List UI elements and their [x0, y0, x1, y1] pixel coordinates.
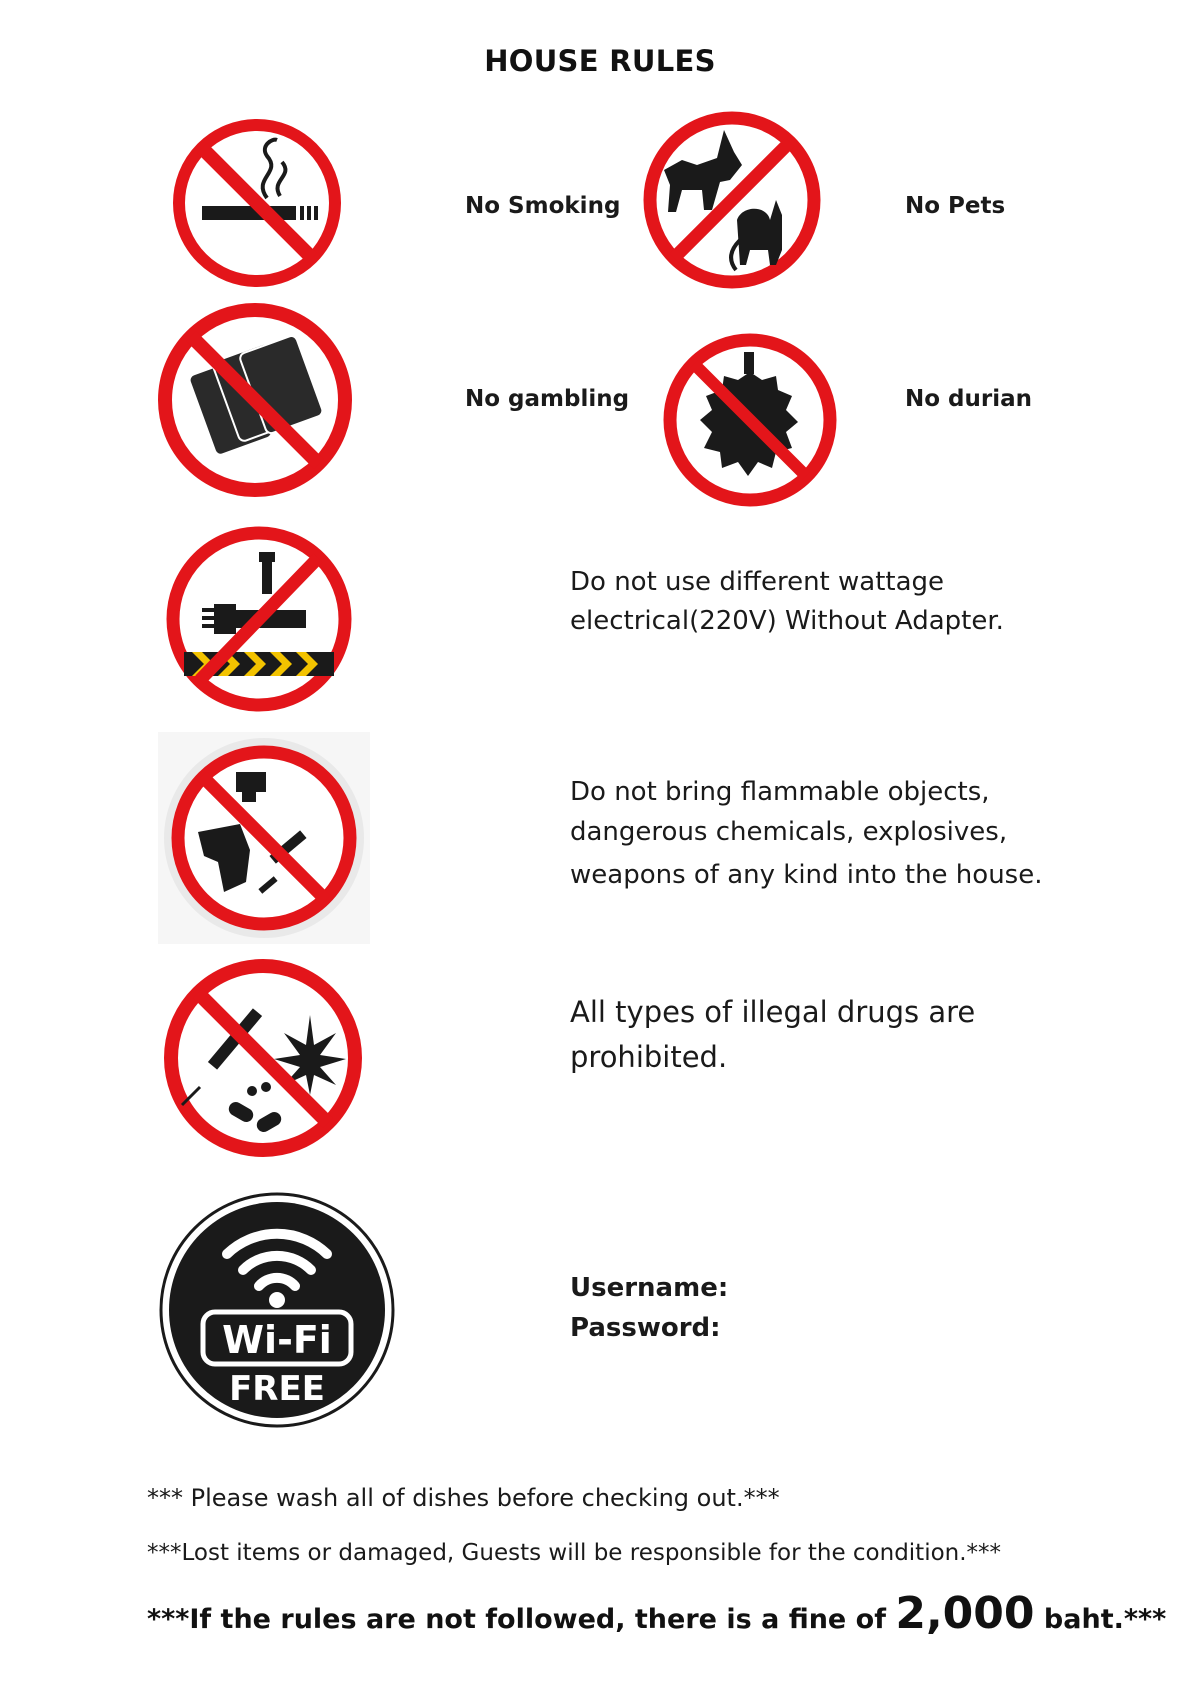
- wifi-password-label: Password:: [570, 1313, 721, 1343]
- no-durian-label: No durian: [905, 386, 1033, 412]
- fine-notice: [147, 1588, 1166, 1639]
- wifi-sign-bottom-text: FREE: [229, 1369, 325, 1409]
- fine-prefix: ***If the rules are not followed, there is a fine of: [147, 1604, 896, 1635]
- flammable-rule-line-2: dangerous chemicals, explosives,: [570, 817, 1008, 847]
- wifi-username-label: Username:: [570, 1273, 729, 1303]
- fine-suffix: baht.***: [1034, 1604, 1167, 1635]
- lost-items-note: ***Lost items or damaged, Guests will be responsible for the condition.***: [147, 1540, 1002, 1566]
- wattage-rule-line-1: Do not use different wattage: [570, 567, 945, 597]
- no-drugs-icon: [160, 955, 366, 1161]
- no-gambling-icon: [155, 300, 355, 500]
- no-electrical-device-icon: [162, 522, 357, 717]
- wifi-sign-top-text: Wi-Fi: [222, 1318, 332, 1362]
- no-pets-icon: [642, 110, 822, 290]
- no-weapons-icon: [158, 732, 370, 944]
- wattage-rule-line-2: electrical(220V) Without Adapter.: [570, 606, 1004, 636]
- drugs-rule-line-2: prohibited.: [570, 1040, 728, 1074]
- flammable-rule-line-1: Do not bring flammable objects,: [570, 777, 990, 807]
- no-pets-label: No Pets: [905, 193, 1006, 219]
- no-durian-icon: [660, 330, 840, 510]
- page-title: HOUSE RULES: [484, 44, 716, 78]
- drugs-rule-line-1: All types of illegal drugs are: [570, 995, 976, 1029]
- dishes-note: *** Please wash all of dishes before checking out.***: [147, 1484, 780, 1512]
- fine-amount: 2,000: [895, 1588, 1035, 1639]
- wifi-free-icon: [157, 1190, 397, 1430]
- no-smoking-icon: [172, 118, 342, 288]
- no-gambling-label: No gambling: [465, 386, 630, 412]
- flammable-rule-line-3: weapons of any kind into the house.: [570, 860, 1043, 890]
- no-smoking-label: No Smoking: [465, 193, 621, 219]
